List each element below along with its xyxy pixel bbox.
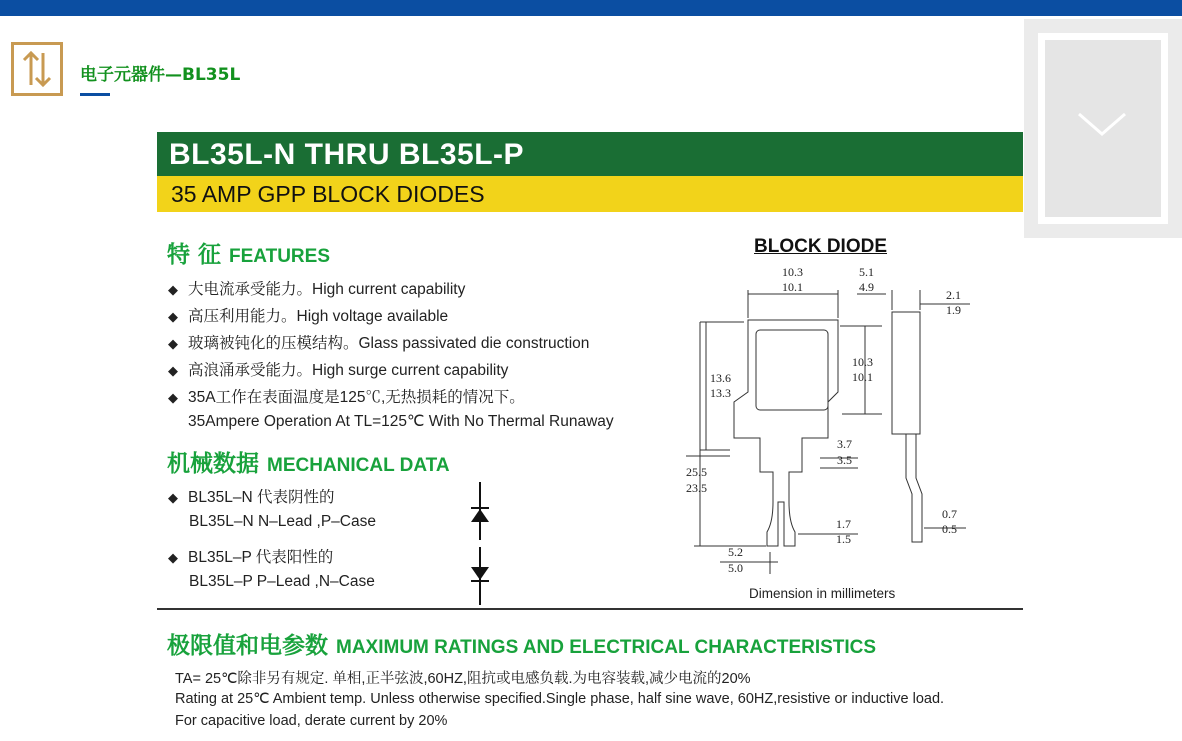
section-divider bbox=[157, 608, 1023, 610]
ratings-note-en: Rating at 25℃ Ambient temp. Unless otherwise specified.Single phase, half sine wave, 60HZ,resistive or inductive load. bbox=[175, 691, 945, 707]
dim-label: 1.5 bbox=[836, 532, 851, 546]
mechanical-heading bbox=[167, 445, 450, 478]
dim-label: 5.1 bbox=[859, 265, 874, 279]
dim-label: 3.7 bbox=[837, 437, 852, 451]
features-heading bbox=[167, 236, 330, 269]
dim-label: 13.6 bbox=[710, 371, 731, 385]
feature-item-continuation: 35Ampere Operation At TL=125℃ With No Thermal Runaway bbox=[188, 413, 614, 430]
diamond-bullet-icon: ◆ bbox=[168, 550, 178, 565]
features-heading-en: FEATURES bbox=[229, 246, 330, 267]
dim-label: 5.2 bbox=[728, 545, 743, 559]
mechanical-item-detail: BL35L–N N–Lead ,P–Case bbox=[189, 513, 376, 530]
diamond-bullet-icon: ◆ bbox=[168, 390, 178, 405]
dim-label: 2.1 bbox=[946, 288, 961, 302]
feature-item: ◆ 大电流承受能力。High current capability bbox=[168, 281, 466, 298]
dimension-note: Dimension in millimeters bbox=[749, 586, 896, 601]
ratings-heading bbox=[167, 627, 876, 660]
sort-arrows-icon[interactable] bbox=[11, 42, 63, 96]
dim-label: 25.5 bbox=[686, 465, 707, 479]
title-underline bbox=[80, 93, 110, 96]
datasheet-title: BL35L-N THRU BL35L-P bbox=[169, 138, 525, 171]
dim-label: 10.1 bbox=[782, 280, 803, 294]
dim-label: 1.9 bbox=[946, 303, 961, 317]
diamond-bullet-icon: ◆ bbox=[168, 490, 178, 505]
dim-label: 0.7 bbox=[942, 507, 957, 521]
diamond-bullet-icon: ◆ bbox=[168, 363, 178, 378]
dim-label: 4.9 bbox=[859, 280, 874, 294]
dim-label: 0.5 bbox=[942, 522, 957, 536]
dim-label: 10.3 bbox=[782, 265, 803, 279]
ratings-heading-cn: 极限值和电参数 bbox=[167, 633, 328, 659]
mechanical-item: ◆ BL35L–P 代表阳性的 bbox=[168, 549, 334, 566]
page-title: 电子元器件—BL35L bbox=[80, 65, 241, 85]
block-diode-drawing bbox=[670, 262, 980, 582]
mechanical-heading-cn: 机械数据 bbox=[167, 451, 259, 477]
feature-item: ◆ 高压利用能力。High voltage available bbox=[168, 308, 449, 325]
ratings-heading-en: MAXIMUM RATINGS AND ELECTRICAL CHARACTERISTICS bbox=[336, 637, 877, 658]
diagram-title: BLOCK DIODE bbox=[754, 236, 887, 257]
feature-item: ◆ 35A工作在表面温度是125℃,无热损耗的情况下。 bbox=[168, 389, 525, 406]
ratings-note-derate: For capacitive load, derate current by 20% bbox=[175, 713, 448, 729]
feature-item: ◆ 玻璃被钝化的压模结构。Glass passivated die construction bbox=[168, 335, 590, 352]
dim-label: 13.3 bbox=[710, 386, 731, 400]
dim-label: 5.0 bbox=[728, 561, 743, 575]
dim-label: 10.3 bbox=[852, 355, 873, 369]
side-panel[interactable] bbox=[1024, 19, 1182, 238]
chevron-down-icon[interactable] bbox=[1074, 109, 1130, 139]
dim-label: 3.5 bbox=[837, 453, 852, 467]
dim-label: 10.1 bbox=[852, 370, 873, 384]
features-heading-cn: 特 征 bbox=[167, 242, 222, 268]
diamond-bullet-icon: ◆ bbox=[168, 309, 178, 324]
feature-item: ◆ 高浪涌承受能力。High surge current capability bbox=[168, 362, 509, 379]
dim-label: 1.7 bbox=[836, 517, 851, 531]
diamond-bullet-icon: ◆ bbox=[168, 282, 178, 297]
diode-symbol-icon bbox=[466, 547, 494, 605]
mechanical-item: ◆ BL35L–N 代表阴性的 bbox=[168, 489, 335, 506]
diamond-bullet-icon: ◆ bbox=[168, 336, 178, 351]
ratings-note-cn: TA= 25℃除非另有规定. 单相,正半弦波,60HZ,阻抗或电感负载.为电容装载,减少电流的20% bbox=[175, 671, 751, 687]
datasheet-title-banner bbox=[157, 132, 1023, 176]
mechanical-heading-en: MECHANICAL DATA bbox=[267, 455, 450, 476]
mechanical-item-detail: BL35L–P P–Lead ,N–Case bbox=[189, 573, 375, 590]
datasheet-subtitle-banner bbox=[157, 176, 1023, 212]
dim-label: 23.5 bbox=[686, 481, 707, 495]
datasheet-subtitle: 35 AMP GPP BLOCK DIODES bbox=[171, 181, 485, 207]
diode-symbol-icon bbox=[466, 482, 494, 540]
top-bar bbox=[0, 0, 1182, 16]
